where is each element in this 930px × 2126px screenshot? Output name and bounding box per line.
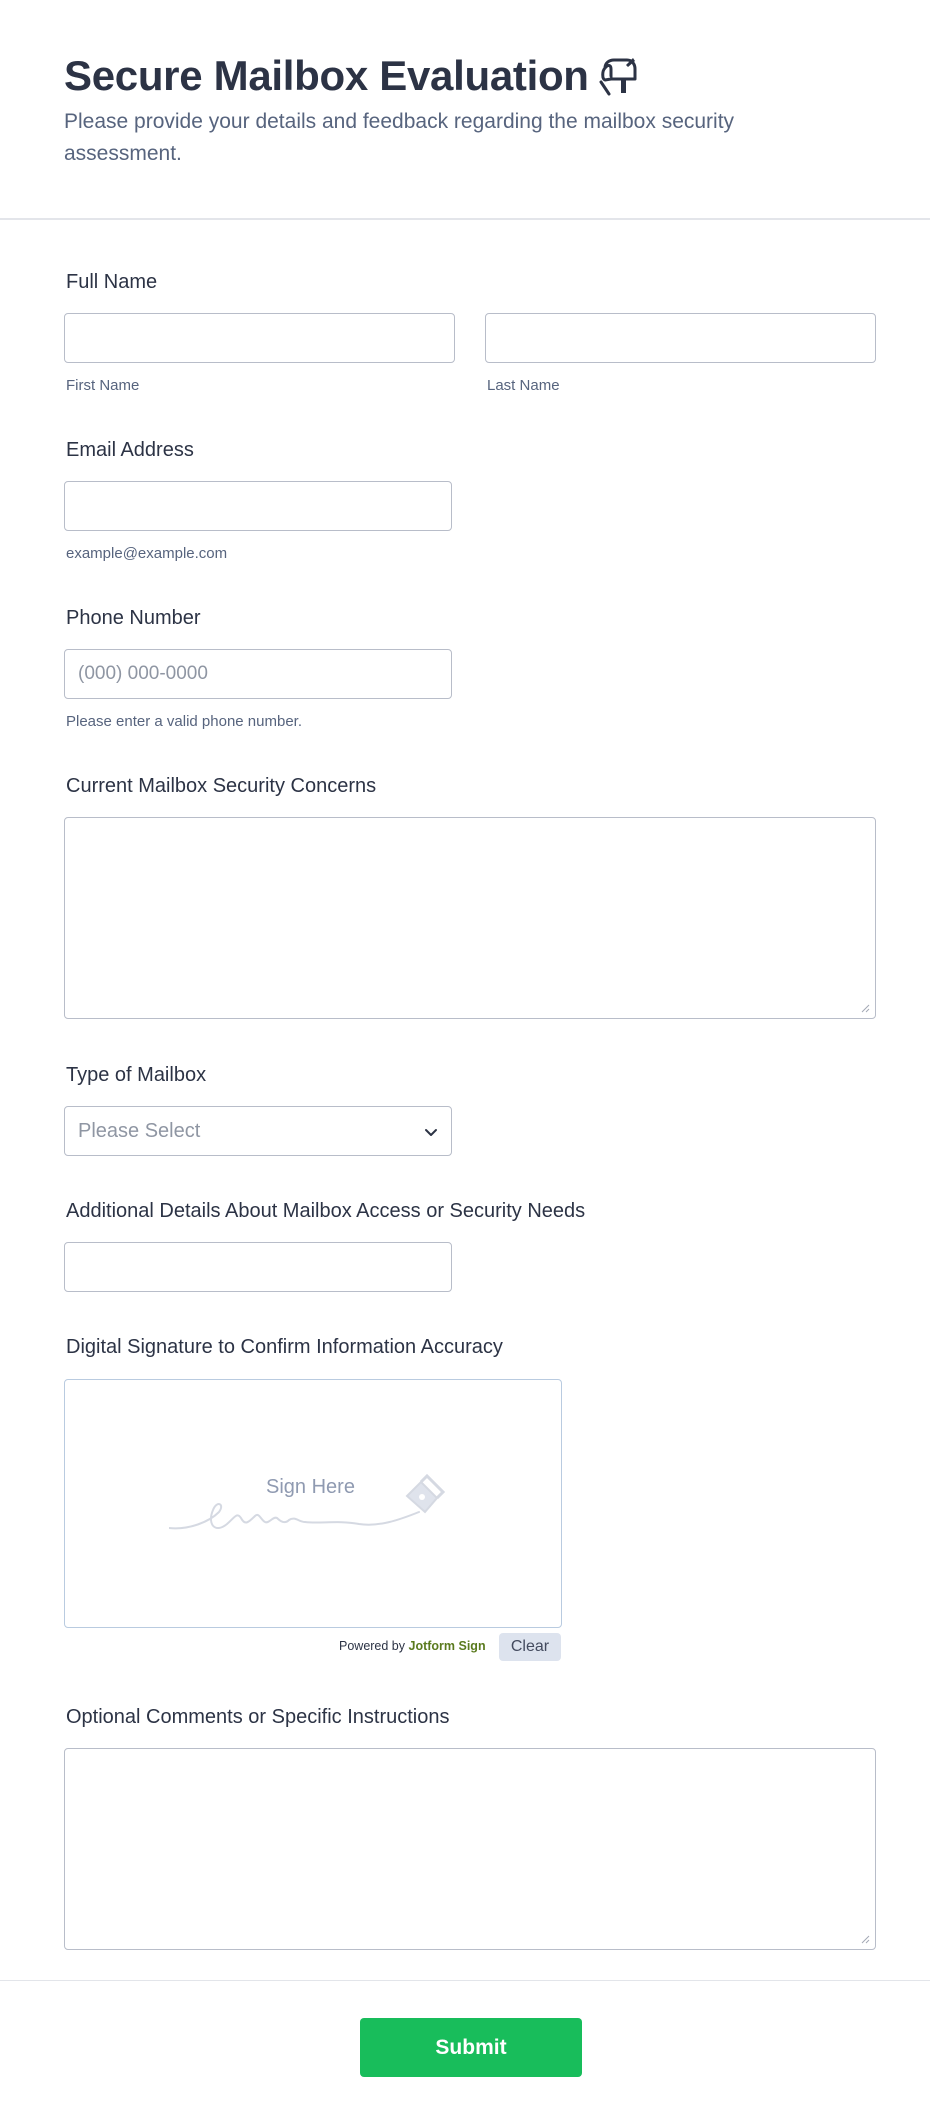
page-title <box>64 52 639 100</box>
powered-by-prefix: Powered by <box>339 1639 406 1653</box>
chevron-down-icon <box>423 1124 439 1140</box>
page-subtitle: Please provide your details and feedback regarding the mailbox security assessment. <box>64 110 735 165</box>
first-name-input[interactable] <box>64 313 455 363</box>
email-label: Email Address <box>66 439 194 461</box>
resize-handle-icon[interactable] <box>860 1934 870 1944</box>
signature-label: Digital Signature to Confirm Information Accuracy <box>66 1336 503 1358</box>
email-field[interactable] <box>64 481 452 531</box>
mailbox-type-label: Type of Mailbox <box>66 1064 207 1086</box>
form-header <box>0 0 930 220</box>
pen-nib-icon <box>407 1476 443 1512</box>
concerns-label: Current Mailbox Security Concerns <box>66 775 377 797</box>
last-name-input[interactable] <box>485 313 876 363</box>
additional-details-label: Additional Details About Mailbox Access or Security Needs <box>66 1200 586 1222</box>
jotform-sign-brand[interactable]: Jotform Sign <box>408 1639 486 1653</box>
mailbox-emoji-icon <box>597 54 639 96</box>
clear-signature-button[interactable]: Clear <box>499 1633 561 1661</box>
footer-divider <box>0 1980 930 1981</box>
comments-textarea[interactable] <box>64 1748 876 1950</box>
submit-button[interactable]: Submit <box>360 2018 582 2077</box>
phone-label: Phone Number <box>66 607 201 629</box>
email-sublabel: example@example.com <box>66 545 228 562</box>
first-name-sublabel: First Name <box>66 377 140 394</box>
powered-by <box>339 1639 486 1653</box>
mailbox-type-select[interactable] <box>64 1106 452 1156</box>
full-name-label: Full Name <box>66 271 158 293</box>
resize-handle-icon[interactable] <box>860 1003 870 1013</box>
comments-label: Optional Comments or Specific Instructions <box>66 1706 450 1728</box>
sign-here-placeholder: Sign Here <box>266 1476 355 1498</box>
last-name-sublabel: Last Name <box>487 377 560 394</box>
phone-field[interactable] <box>64 649 452 699</box>
additional-details-input[interactable] <box>64 1242 452 1292</box>
concerns-textarea[interactable] <box>64 817 876 1019</box>
phone-sublabel: Please enter a valid phone number. <box>66 713 302 730</box>
mailbox-type-selected: Please Select <box>78 1120 201 1142</box>
signature-pad[interactable] <box>64 1379 562 1628</box>
page-title-text: Secure Mailbox Evaluation <box>64 52 589 99</box>
